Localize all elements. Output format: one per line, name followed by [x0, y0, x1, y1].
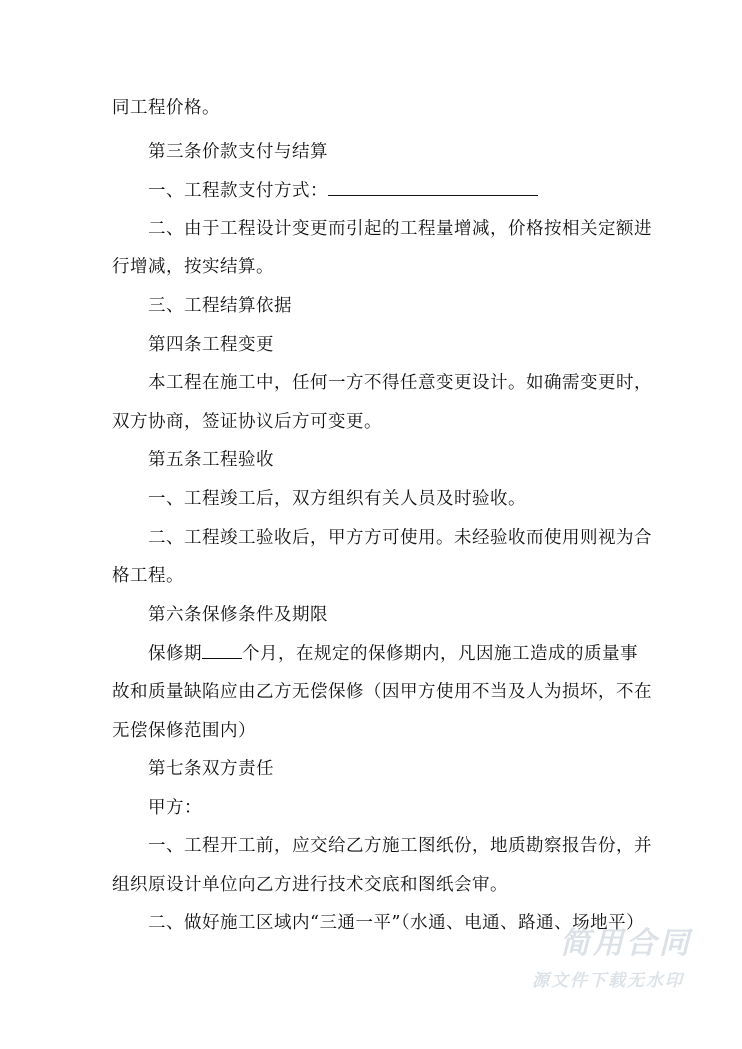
- section-heading: 第五条工程验收: [148, 450, 274, 470]
- text-line: 一、工程竣工后，双方组织有关人员及时验收。: [148, 489, 526, 509]
- section-heading: 第六条保修条件及期限: [148, 605, 328, 625]
- text-line: 本工程在施工中，任何一方不得任意变更设计。如确需变更时，: [148, 373, 652, 393]
- text-line: 格工程。: [112, 566, 184, 586]
- text-line: [148, 641, 638, 666]
- watermark-logo: 简用合同: [560, 926, 692, 961]
- fill-in-blank: [328, 178, 538, 196]
- section-heading: 第四条工程变更: [148, 335, 274, 355]
- text-line: 无偿保修范围内）: [112, 721, 256, 741]
- text-line: 三、工程结算依据: [148, 296, 292, 316]
- text-line: 组织原设计单位向乙方进行技术交底和图纸会审。: [112, 875, 508, 895]
- text-line: 甲方：: [148, 798, 202, 818]
- watermark-subtitle: 源文件下载无水印: [532, 971, 684, 991]
- text-line: 二、做好施工区域内“三通一平”（水通、电通、路通、场地平）: [148, 913, 645, 933]
- text-line: 双方协商，签证协议后方可变更。: [112, 412, 382, 432]
- section-heading: 第七条双方责任: [148, 759, 274, 779]
- text-line: [148, 178, 634, 203]
- text-segment: 个月，在规定的保修期内，凡因施工造成的质量事: [242, 644, 638, 664]
- text-line: 同工程价格。: [112, 98, 220, 118]
- fill-in-blank: [202, 641, 242, 659]
- text-line: 二、工程竣工验收后，甲方方可使用。未经验收而使用则视为合: [148, 528, 652, 548]
- text-segment: 保修期: [148, 644, 202, 664]
- text-line: 二、由于工程设计变更而引起的工程量增减，价格按相关定额进: [148, 219, 652, 239]
- text-line: 行增减，按实结算。: [112, 257, 274, 277]
- text-line: 一、工程开工前，应交给乙方施工图纸份，地质勘察报告份，并: [148, 836, 652, 856]
- section-heading: 第三条价款支付与结算: [148, 142, 328, 162]
- text-line: 故和质量缺陷应由乙方无偿保修（因甲方使用不当及人为损坏，不在: [112, 682, 652, 702]
- text-segment: 一、工程款支付方式：: [148, 181, 328, 201]
